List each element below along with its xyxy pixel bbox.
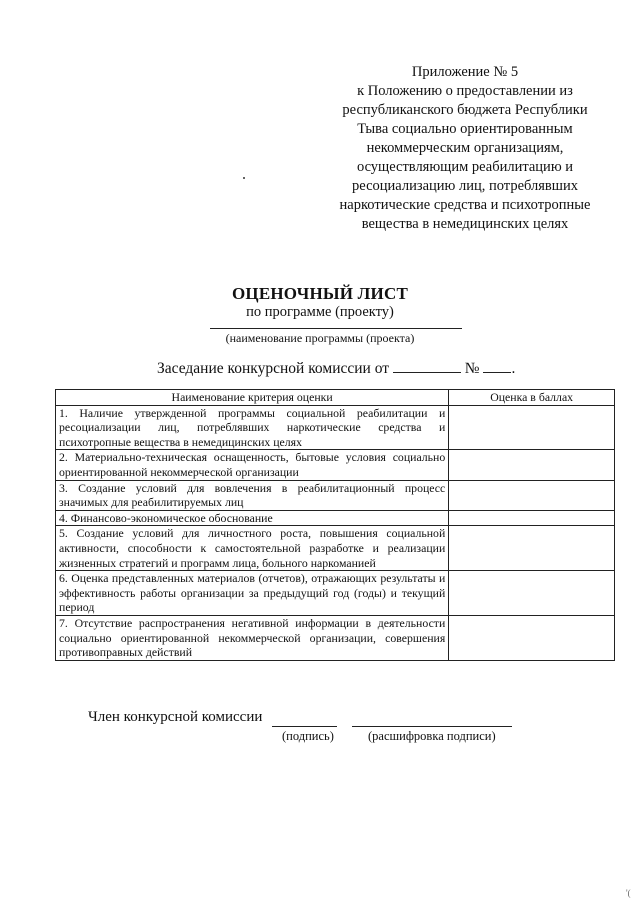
score-column-header: Оценка в баллах: [449, 390, 615, 406]
appendix-line: некоммерческим организациям,: [366, 140, 564, 156]
criterion-cell: 7. Отсутствие распространения негативной информации в деятельности социально ориентированной некоммерческой организации, совершения противоправных действий: [56, 615, 449, 660]
appendix-line: к Положению о предоставлении из: [357, 83, 573, 99]
score-cell[interactable]: [449, 450, 615, 480]
document-subtitle: по программе (проекту): [246, 304, 394, 320]
corner-mark: '(: [626, 888, 631, 898]
score-cell[interactable]: [449, 480, 615, 510]
table-row: [56, 615, 615, 660]
signature-decoding-blank[interactable]: [352, 726, 512, 727]
appendix-line: осуществляющим реабилитацию и: [356, 159, 574, 175]
table-row: [56, 571, 615, 616]
signature-decoding-hint: (расшифровка подписи): [368, 729, 496, 743]
criterion-cell: 2. Материально-техническая оснащенность, бытовые условия социально ориентированной некоммерческой организации: [56, 450, 449, 480]
appendix-header: [330, 63, 600, 234]
meeting-label: Заседание конкурсной комиссии от: [157, 360, 390, 377]
appendix-line: ресоциализацию лиц, потреблявших: [352, 178, 578, 194]
program-name-blank[interactable]: [210, 328, 462, 329]
signature-blank[interactable]: [272, 726, 337, 727]
program-name-hint: (наименование программы (проекта): [225, 331, 415, 345]
appendix-line: республиканского бюджета Республики: [342, 102, 588, 118]
appendix-line: Тыва социально ориентированным: [357, 121, 573, 137]
score-cell[interactable]: [449, 526, 615, 571]
criteria-table: [55, 389, 615, 661]
table-header-row: [56, 390, 615, 406]
scan-speck: [243, 177, 245, 179]
criterion-cell: 3. Создание условий для вовлечения в реабилитационный процесс значимых для реабилитируемых лиц: [56, 480, 449, 510]
table-row: [56, 526, 615, 571]
table-row: [56, 510, 615, 526]
score-cell[interactable]: [449, 615, 615, 660]
signature-hint: (подпись): [282, 729, 334, 743]
meeting-number-sign: №: [464, 360, 480, 377]
criterion-column-header: Наименование критерия оценки: [56, 390, 449, 406]
criterion-cell: 6. Оценка представленных материалов (отчетов), отражающих результаты и эффективность работы организации за предыдущий год (годы) и текущий период: [56, 571, 449, 616]
meeting-number-blank[interactable]: [483, 358, 511, 373]
appendix-line: наркотические средства и психотропные: [339, 197, 591, 213]
table-row: [56, 405, 615, 450]
appendix-line: Приложение № 5: [411, 64, 519, 80]
document-title: ОЦЕНОЧНЫЙ ЛИСТ: [232, 284, 408, 303]
meeting-date-blank[interactable]: [393, 358, 461, 373]
criterion-cell: 5. Создание условий для личностного роста, повышения социальной активности, способности к самостоятельной разработке и реализации жизненных стратегий и программ лица, больного наркоманией: [56, 526, 449, 571]
table-row: [56, 480, 615, 510]
score-cell[interactable]: [449, 571, 615, 616]
criterion-cell: 1. Наличие утвержденной программы социальной реабилитации и ресоциализации лиц, потреблявших наркотические средства и психотропные вещества в немедицинских целях: [56, 405, 449, 450]
table-row: [56, 450, 615, 480]
appendix-line: вещества в немедицинских целях: [361, 216, 569, 232]
signature-label: Член конкурсной комиссии: [88, 709, 263, 725]
score-cell[interactable]: [449, 405, 615, 450]
meeting-line: [157, 358, 515, 378]
score-cell[interactable]: [449, 510, 615, 526]
criterion-cell: 4. Финансово-экономическое обоснование: [56, 510, 449, 526]
meeting-end-dot: .: [511, 360, 516, 377]
